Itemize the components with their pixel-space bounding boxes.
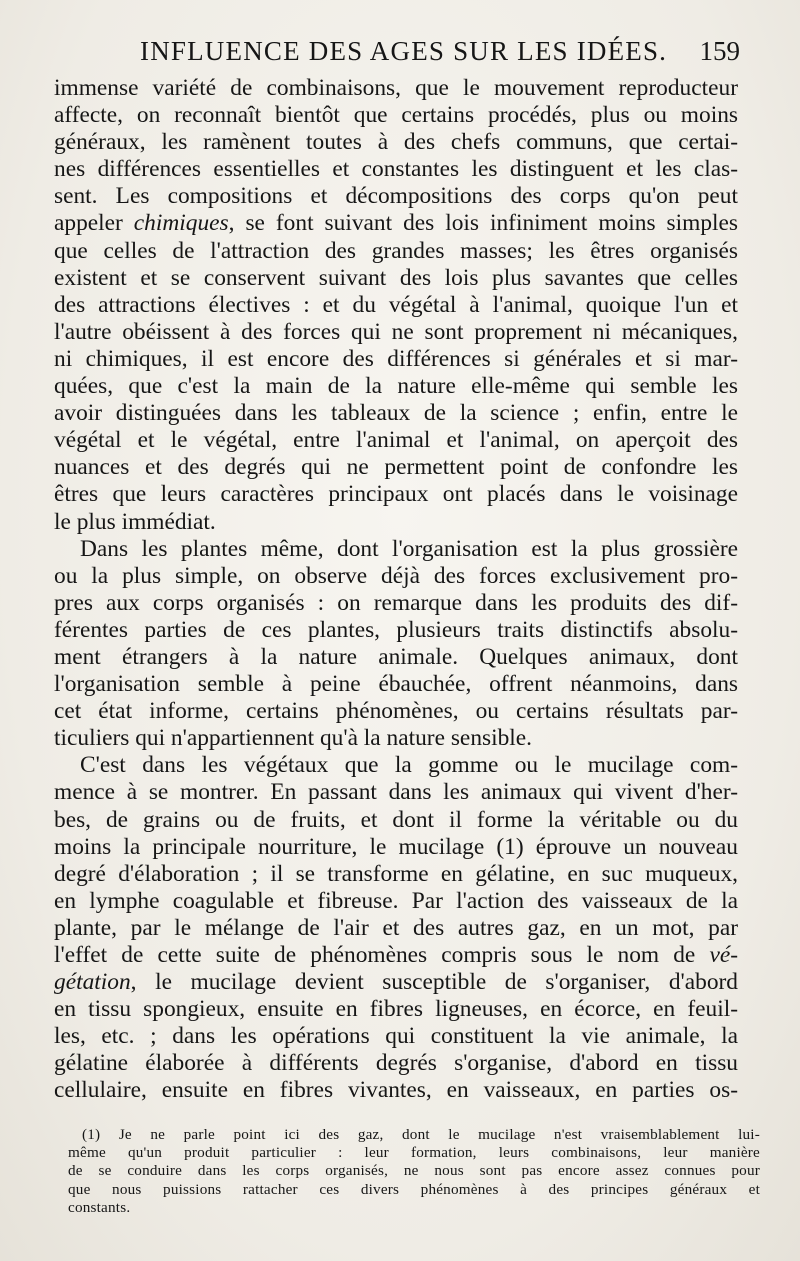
text-line: le plus immédiat. bbox=[54, 508, 216, 535]
text-line: férentes parties de ces plantes, plusieurs traits distinctifs absolu- bbox=[54, 616, 738, 643]
text-line: avoir distinguées dans les tableaux de la science ; enfin, entre le bbox=[54, 400, 738, 427]
text-line: ni chimiques, il est encore des différences si générales et si mar- bbox=[54, 345, 738, 372]
text-line: des attractions électives : et du végétal à l'animal, quoique l'un et bbox=[54, 291, 738, 318]
text-line: sent. Les compositions et décompositions des corps qu'on peut bbox=[54, 183, 738, 210]
italic-word: vé- bbox=[709, 942, 738, 968]
text-line: généraux, les ramènent toutes à des chefs communs, que certai- bbox=[54, 129, 738, 156]
text-line: existent et se conservent suivant des lois plus savantes que celles bbox=[54, 264, 738, 291]
text-line: l'organisation semble à peine ébauchée, offrent néanmoins, dans bbox=[54, 671, 738, 698]
text-line: nuances et des degrés qui ne permettent point de confondre les bbox=[54, 454, 738, 481]
text-line: en lymphe coagulable et fibreuse. Par l'action des vaisseaux de la bbox=[54, 887, 738, 914]
running-header bbox=[140, 36, 740, 76]
text-line: pres aux corps organisés : on remarque dans les produits des dif- bbox=[54, 589, 738, 616]
text-line: moins la principale nourriture, le mucilage (1) éprouve un nouveau bbox=[54, 833, 738, 860]
footnote-line: même qu'un produit particulier : leur formation, leurs combinaisons, leur manière bbox=[68, 1144, 760, 1162]
text-line: bes, de grains ou de fruits, et dont il forme la véritable ou du bbox=[54, 806, 738, 833]
text-line: Dans les plantes même, dont l'organisation est la plus grossière bbox=[80, 535, 738, 562]
text-line: l'effet de cette suite de phénomènes compris sous le nom de vé- bbox=[54, 942, 738, 968]
text-line: que celles de l'attraction des grandes masses; les êtres organisés bbox=[54, 237, 738, 264]
text-line: en tissu spongieux, ensuite en fibres ligneuses, en écorce, en feuil- bbox=[54, 996, 738, 1023]
footnote-line: (1) Je ne parle point ici des gaz, dont le mucilage n'est vraisemblablement lui- bbox=[82, 1126, 760, 1143]
text-line: les, etc. ; dans les opérations qui constituent la vie animale, la bbox=[54, 1023, 738, 1050]
running-title: INFLUENCE DES AGES SUR LES IDÉES. bbox=[140, 36, 668, 66]
footnote-line: constants. bbox=[68, 1198, 131, 1216]
footnote bbox=[68, 1126, 760, 1217]
text-line: ou la plus simple, on observe déjà des forces exclusivement pro- bbox=[54, 562, 738, 589]
text-line: végétal et le végétal, entre l'animal et l'animal, on aperçoit des bbox=[54, 427, 738, 454]
text-line: plante, par le mélange de l'air et des autres gaz, en un mot, par bbox=[54, 914, 738, 941]
text-line: nes différences essentielles et constantes les distinguent et les clas- bbox=[54, 156, 738, 183]
text-line: cellulaire, ensuite en fibres vivantes, en vaisseaux, en parties os- bbox=[54, 1077, 738, 1104]
text-line: gélatine élaborée à différents degrés s'organise, d'abord en tissu bbox=[54, 1050, 738, 1077]
page-number: 159 bbox=[699, 36, 740, 66]
text-line: mence à se montrer. En passant dans les animaux qui vivent d'her- bbox=[54, 779, 738, 806]
text-line: ment étrangers à la nature animale. Quelques animaux, dont bbox=[54, 643, 738, 670]
footnote-line: de se conduire dans les corps organisés, ne nous sont pas encore assez connues pour bbox=[68, 1162, 760, 1180]
text-line: affecte, on reconnaît bientôt que certains procédés, plus ou moins bbox=[54, 102, 738, 129]
text-line: immense variété de combinaisons, que le mouvement reproducteur bbox=[54, 75, 738, 101]
text-line: quées, que c'est la main de la nature elle-même qui semble les bbox=[54, 373, 738, 400]
text-line: cet état informe, certains phénomènes, ou certains résultats par- bbox=[54, 698, 738, 725]
text-line: C'est dans les végétaux que la gomme ou le mucilage com- bbox=[80, 752, 738, 779]
italic-word: chimiques bbox=[133, 210, 229, 237]
text-line: l'autre obéissent à des forces qui ne sont proprement ni mécaniques, bbox=[54, 318, 738, 345]
footnote-line: que nous puissions rattacher ces divers phénomènes à des principes généraux et bbox=[68, 1180, 760, 1198]
text-line: appeler chimiques, se font suivant des lois infiniment moins simples bbox=[54, 210, 738, 237]
italic-word: gétation bbox=[54, 969, 131, 996]
text-line: ticuliers qui n'appartiennent qu'à la nature sensible. bbox=[54, 725, 533, 752]
text-line: êtres que leurs caractères principaux ont placés dans le voisinage bbox=[54, 481, 738, 508]
main-text bbox=[54, 75, 738, 1105]
text-line: degré d'élaboration ; il se transforme en gélatine, en suc muqueux, bbox=[54, 860, 738, 887]
text-line: gétation, le mucilage devient susceptible de s'organiser, d'abord bbox=[54, 969, 738, 996]
